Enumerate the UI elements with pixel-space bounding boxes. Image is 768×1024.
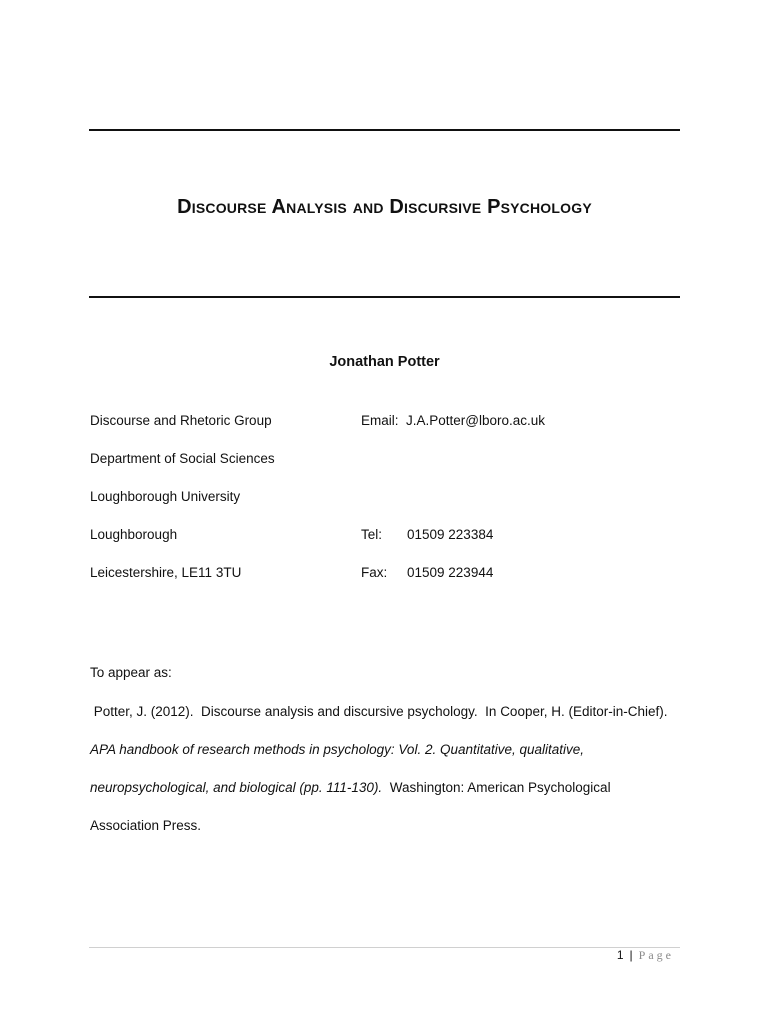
affiliation-group: Discourse and Rhetoric Group (90, 413, 272, 428)
title-top-rule (89, 129, 680, 131)
page-label: Page (638, 948, 674, 962)
title-bottom-rule (89, 296, 680, 298)
fax-label: Fax: (361, 565, 388, 580)
fax-number: 01509 223944 (407, 565, 494, 580)
tel-label: Tel: (361, 527, 383, 542)
author-name: Jonathan Potter (329, 354, 440, 370)
affiliation-department: Department of Social Sciences (90, 451, 275, 466)
page-number: 1 (616, 948, 624, 962)
email-label: Email: (361, 413, 399, 428)
affiliation-county-postcode: Leicestershire, LE11 3TU (90, 565, 242, 580)
citation-line-1: Potter, J. (2012). Discourse analysis and discursive psychology. In Cooper, H. (Editor-in-Chief). (90, 704, 668, 719)
page-footer (617, 948, 674, 963)
citation-line-3-italic: neuropsychological, and biological (pp. 111-130). (90, 780, 383, 795)
footer-separator: | (629, 948, 633, 962)
citation-line-4: Association Press. (90, 818, 202, 833)
footer-rule (89, 947, 680, 948)
email-address: J.A.Potter@lboro.ac.uk (406, 413, 546, 428)
affiliation-city: Loughborough (90, 527, 178, 542)
citation-intro: To appear as: (90, 665, 172, 680)
document-title: Discourse Analysis and Discursive Psychology (177, 196, 592, 218)
citation-line-2: APA handbook of research methods in psychology: Vol. 2. Quantitative, qualitative, (90, 742, 585, 757)
citation-line-3 (90, 780, 611, 795)
citation-line-3-plain: Washington: American Psychological (382, 780, 611, 795)
affiliation-university: Loughborough University (90, 489, 241, 504)
tel-number: 01509 223384 (407, 527, 494, 542)
